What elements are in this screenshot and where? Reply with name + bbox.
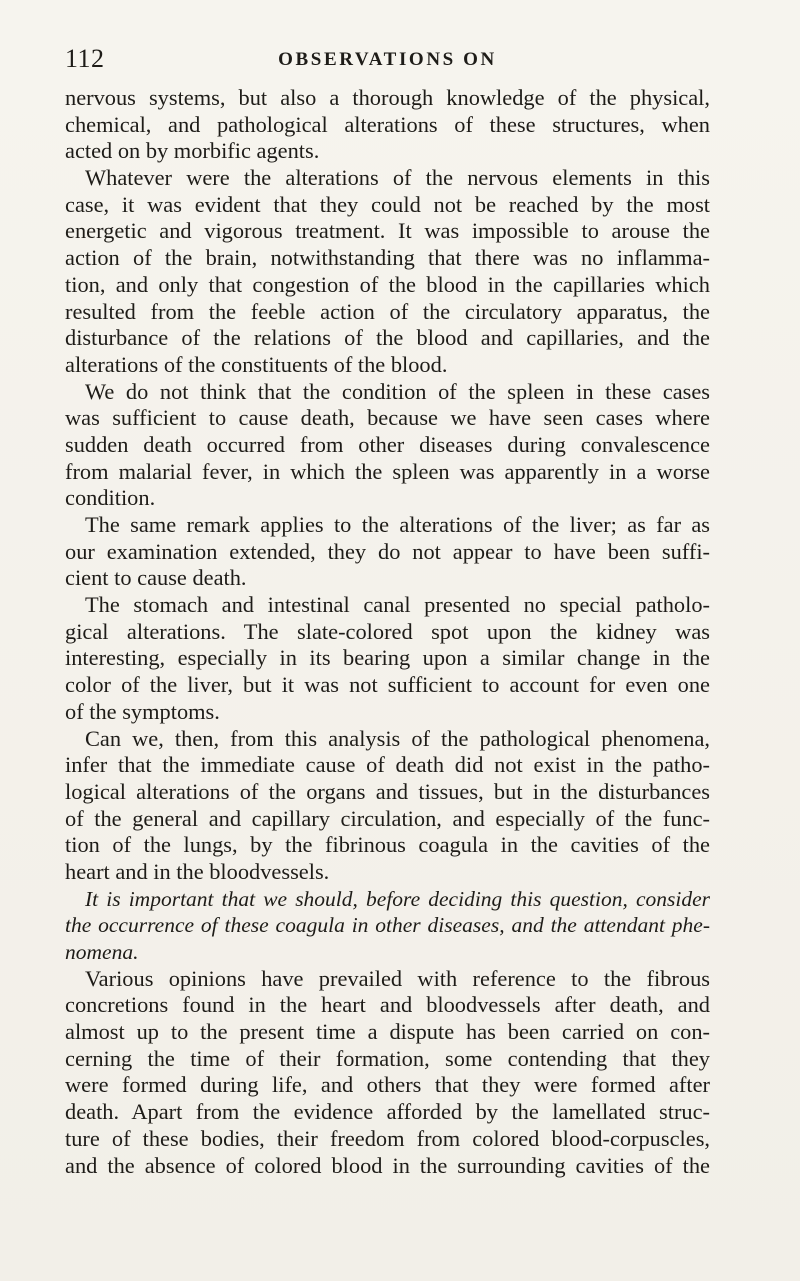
italic-text-line: nomena. — [65, 940, 139, 964]
text-line: of the symptoms. — [65, 698, 220, 724]
text-line: condition. — [65, 485, 156, 511]
page-header — [65, 44, 710, 78]
text-line: tion of the lungs, by the fibrinous coagula in the cavities of the — [65, 832, 710, 858]
text-line: was sufficient to cause death, because we have seen cases where — [65, 405, 710, 431]
text-line: cerning the time of their formation, some contending that they — [65, 1045, 710, 1071]
text-line: chemical, and pathological alterations of these structures, when — [65, 111, 710, 137]
text-line: action of the brain, notwithstanding that there was no inflamma- — [65, 245, 710, 271]
text-line: cient to cause death. — [65, 565, 247, 591]
body-text — [65, 85, 710, 1179]
text-line: Various opinions have prevailed with reference to the fibrous — [85, 965, 710, 991]
text-line: heart and in the bloodvessels. — [65, 858, 330, 884]
italic-text-line: It is important that we should, before deciding this question, consider — [85, 886, 710, 911]
text-line: color of the liver, but it was not sufficient to account for even one — [65, 672, 710, 698]
italic-text-line: the occurrence of these coagula in other diseases, and the attendant phe- — [65, 913, 710, 938]
text-line: logical alterations of the organs and tissues, but in the disturbances — [65, 778, 710, 804]
text-line: sudden death occurred from other diseases during convalescence — [65, 431, 710, 457]
text-line: almost up to the present time a dispute has been carried on con- — [65, 1019, 710, 1045]
text-line: case, it was evident that they could not be reached by the most — [65, 191, 710, 217]
text-line: and the absence of colored blood in the surrounding cavities of the — [65, 1152, 710, 1178]
text-line: ture of these bodies, their freedom from colored blood-corpuscles, — [65, 1125, 710, 1151]
text-line: were formed during life, and others that they were formed after — [65, 1072, 710, 1098]
text-line: Whatever were the alterations of the nervous elements in this — [85, 165, 710, 191]
text-line: nervous systems, but also a thorough knowledge of the physical, — [65, 85, 710, 110]
text-line: gical alterations. The slate-colored spot upon the kidney was — [65, 618, 710, 644]
text-line: The same remark applies to the alterations of the liver; as far as — [85, 512, 710, 537]
text-line: The stomach and intestinal canal presented no special patholo- — [85, 592, 710, 618]
text-line: disturbance of the relations of the blood and capillaries, and the — [65, 325, 710, 351]
text-line: of the general and capillary circulation, and especially of the func- — [65, 805, 710, 831]
running-head: OBSERVATIONS ON — [278, 49, 497, 70]
text-line: We do not think that the condition of the spleen in these cases — [85, 378, 710, 404]
text-line: concretions found in the heart and bloodvessels after death, and — [65, 992, 710, 1018]
text-line: death. Apart from the evidence afforded by the lamellated struc- — [65, 1099, 710, 1125]
text-line: resulted from the feeble action of the circulatory apparatus, the — [65, 298, 710, 324]
text-line: tion, and only that congestion of the blood in the capillaries which — [65, 271, 710, 297]
text-line: Can we, then, from this analysis of the pathological phenomena, — [85, 725, 710, 751]
text-line: from malarial fever, in which the spleen was apparently in a worse — [65, 458, 710, 484]
text-line: energetic and vigorous treatment. It was impossible to arouse the — [65, 218, 710, 244]
text-line: acted on by morbific agents. — [65, 138, 320, 164]
text-line: alterations of the constituents of the blood. — [65, 351, 448, 377]
text-line: our examination extended, they do not appear to have been suffi- — [65, 538, 710, 564]
text-line: interesting, especially in its bearing upon a similar change in the — [65, 645, 710, 671]
text-line: infer that the immediate cause of death did not exist in the patho- — [65, 752, 710, 778]
page-number: 112 — [65, 44, 105, 73]
